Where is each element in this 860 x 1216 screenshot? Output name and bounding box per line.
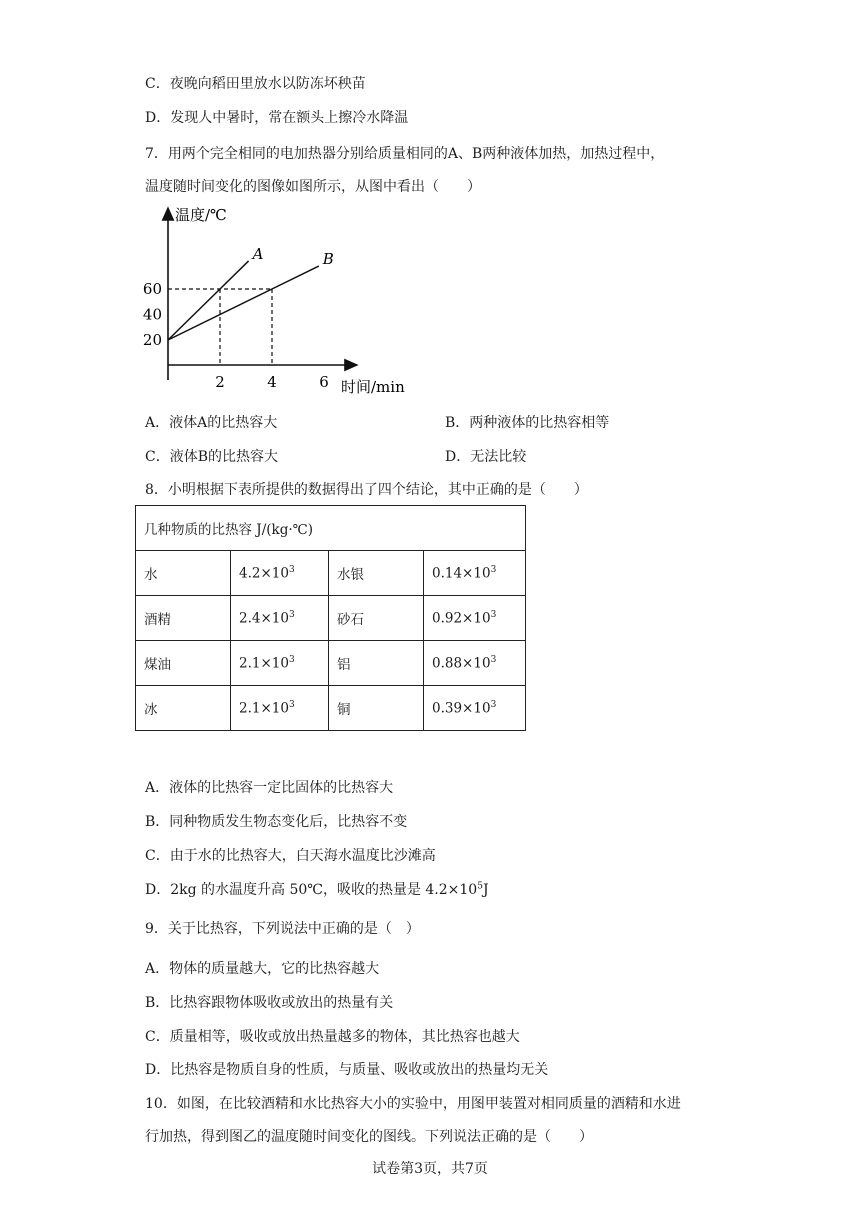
q6-option-c: C．夜晚向稻田里放水以防冻坏秧苗 [145,76,366,92]
x-tick-label: 6 [319,373,329,391]
substance-cell: 酒精 [136,596,231,641]
q8-option-a: A．液体的比热容一定比固体的比热容大 [145,780,394,796]
q8-option-d: D．2kg 的水温度升高 50℃，吸收的热量是 $4.2\times 10^5J$ [145,881,489,898]
q7-option-b: B．两种液体的比热容相等 [445,415,610,431]
value-cell: $0.14\times 10^3$ [424,551,526,596]
table-row [136,641,526,686]
q7-stem-line1: 7．用两个完全相同的电加热器分别给质量相同的A、B两种液体加热，加热过程中， [145,146,665,162]
series-line-B [168,266,319,340]
series-label-A: A [252,244,264,263]
q7-option-d: D．无法比较 [445,449,527,465]
table-row [136,596,526,641]
q6-option-d: D．发现人中暑时，常在额头上擦冷水降温 [145,110,409,126]
table-title: 几种物质的比热容 J/(kg·℃) [136,506,526,551]
series-line-A [168,261,249,340]
table-row [136,686,526,731]
table-row [136,551,526,596]
q8-stem: 8．小明根据下表所提供的数据得出了四个结论，其中正确的是（ ） [145,482,588,498]
page-footer: 试卷第3页，共7页 [372,1161,488,1177]
q8-option-c: C．由于水的比热容大，白天海水温度比沙滩高 [145,848,436,864]
x-tick-label: 4 [267,373,277,391]
substance-cell: 铝 [329,641,424,686]
y-tick-label: 40 [142,305,162,324]
temperature-time-chart [135,200,415,400]
q9-option-d: D．比热容是物质自身的性质，与质量、吸收或放出的热量均无关 [145,1062,549,1078]
x-axis-label: 时间/min [341,378,405,396]
q9-option-b: B．比热容跟物体吸收或放出的热量有关 [145,995,394,1011]
substance-cell: 水 [136,551,231,596]
q9-option-a: A．物体的质量越大，它的比热容越大 [145,961,380,977]
substance-cell: 煤油 [136,641,231,686]
x-tick-label: 2 [215,373,225,391]
q7-option-c: C．液体B的比热容大 [145,449,278,465]
q10-stem-line2: 行加热，得到图乙的温度随时间变化的图线。下列说法正确的是（ ） [145,1129,593,1145]
y-tick-label: 20 [142,331,162,349]
value-cell: $2.1\times 10^3$ [231,686,329,731]
value-cell: $4.2\times 10^3$ [231,551,329,596]
substance-cell: 水银 [329,551,424,596]
value-cell: $0.39\times 10^3$ [424,686,526,731]
q7-stem-line2: 温度随时间变化的图像如图所示，从图中看出（ ） [145,179,481,195]
q10-stem-line1: 10．如图，在比较酒精和水比热容大小的实验中，用图甲装置对相同质量的酒精和水进 [145,1096,681,1112]
value-cell: $0.88\times 10^3$ [424,641,526,686]
y-tick-label: 60 [142,280,162,298]
q7-option-a: A．液体A的比热容大 [145,415,278,431]
q9-option-c: C．质量相等，吸收或放出热量越多的物体，其比热容也越大 [145,1029,520,1045]
substance-cell: 冰 [136,686,231,731]
y-axis-label: 温度/℃ [175,206,227,224]
q8-option-b: B．同种物质发生物态变化后，比热容不变 [145,814,408,830]
substance-cell: 砂石 [329,596,424,641]
series-label-B: B [322,250,334,269]
specific-heat-table [135,505,526,731]
q9-stem: 9．关于比热容，下列说法中正确的是（ ） [145,921,420,937]
value-cell: $2.4\times 10^3$ [231,596,329,641]
substance-cell: 铜 [329,686,424,731]
value-cell: $2.1\times 10^3$ [231,641,329,686]
value-cell: $0.92\times 10^3$ [424,596,526,641]
